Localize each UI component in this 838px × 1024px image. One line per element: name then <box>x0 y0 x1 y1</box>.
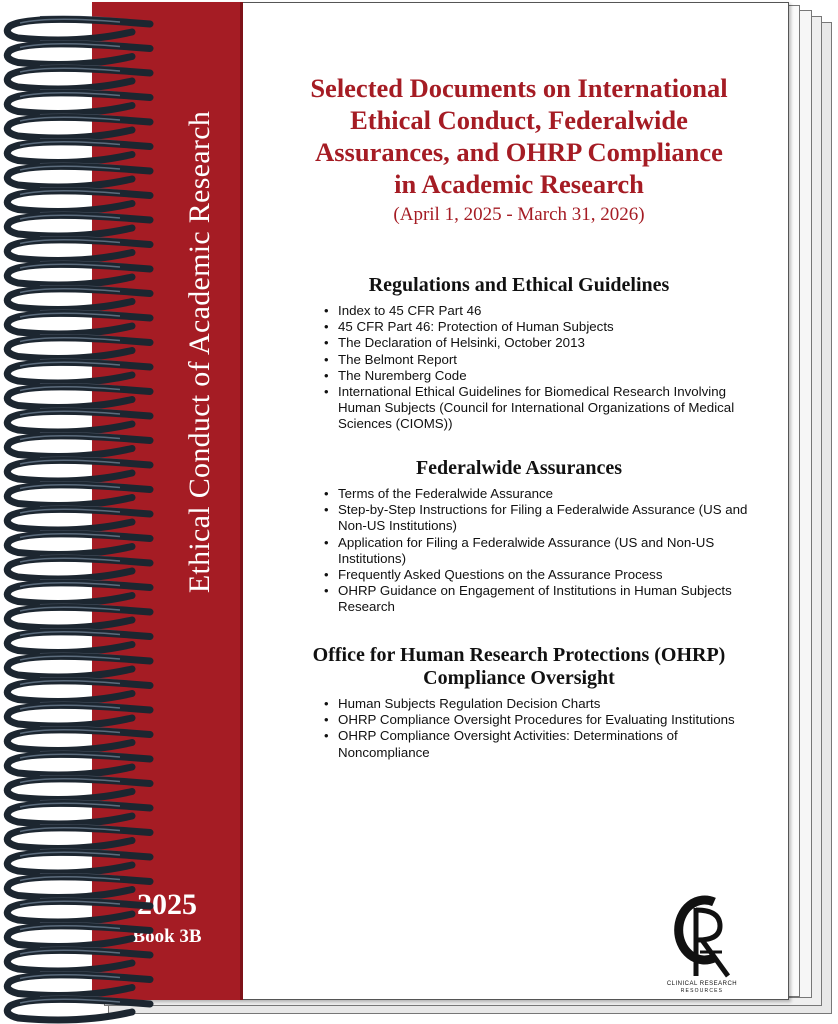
section-heading <box>282 644 756 690</box>
publisher-logo-icon <box>662 880 742 990</box>
section-federalwide-assurances <box>282 457 756 616</box>
coil-ring <box>7 656 150 677</box>
coil-ring <box>7 999 150 1020</box>
edition-year: 2025 <box>137 888 197 921</box>
list-item: • Index to 45 CFR Part 46 <box>324 303 756 319</box>
list-item: • Application for Filing a Federalwide Assurance (US and Non-US Institutions) <box>324 535 756 567</box>
coil-ring <box>7 485 150 506</box>
coil-ring <box>7 681 150 702</box>
coil-ring <box>7 607 150 628</box>
coil-ring <box>7 583 150 604</box>
date-range: (April 1, 2025 - March 31, 2026) <box>393 204 645 225</box>
logo-caption: RESOURCES <box>680 988 724 994</box>
list-item: • Frequently Asked Questions on the Assurance Process <box>324 567 756 583</box>
list-item: • Human Subjects Regulation Decision Charts <box>324 696 756 712</box>
coil-ring <box>7 387 150 408</box>
section-heading <box>282 274 756 297</box>
coil-ring <box>7 68 150 89</box>
section-heading-line: Regulations and Ethical Guidelines <box>368 274 670 296</box>
list-item: • The Nuremberg Code <box>324 368 756 384</box>
coil-ring <box>7 975 150 996</box>
coil-ring <box>7 166 150 187</box>
section-ohrp-compliance <box>282 644 756 761</box>
coil-ring <box>7 313 150 334</box>
spine-title: Ethical Conduct of Academic Research <box>183 110 216 594</box>
coil-ring <box>7 362 150 383</box>
coil-ring <box>7 93 150 114</box>
coil-ring <box>7 901 150 922</box>
coil-ring <box>7 191 150 212</box>
coil-ring <box>7 460 150 481</box>
coil-ring <box>7 779 150 800</box>
list-item: • Step-by-Step Instructions for Filing a Federalwide Assurance (US and Non-US Institutions) <box>324 502 756 534</box>
coil-ring <box>7 754 150 775</box>
coil-ring <box>7 803 150 824</box>
cover-title <box>282 72 756 200</box>
coil-ring <box>7 436 150 457</box>
coil-ring <box>7 926 150 947</box>
spiral-binding-icon <box>0 0 160 1024</box>
list-item: • The Declaration of Helsinki, October 2013 <box>324 335 756 351</box>
item-list <box>282 696 756 761</box>
cover-title-line: Selected Documents on International <box>310 73 728 103</box>
book-number: Book 3B <box>132 926 202 947</box>
coil-ring <box>7 558 150 579</box>
spine-edge <box>240 2 243 1000</box>
section-heading-line: Compliance Oversight <box>423 667 615 689</box>
coil-ring <box>7 534 150 555</box>
list-item: • International Ethical Guidelines for Biomedical Research Involving Human Subjects (Council for International Organizations of Medical Sciences (CIOMS)) <box>324 384 756 433</box>
list-item: • 45 CFR Part 46: Protection of Human Subjects <box>324 319 756 335</box>
list-item: • OHRP Compliance Oversight Activities: Determinations of Noncompliance <box>324 728 756 760</box>
coil-ring <box>7 411 150 432</box>
coil-ring <box>7 509 150 530</box>
coil-ring <box>7 338 150 359</box>
coil-ring <box>7 828 150 849</box>
section-heading <box>282 457 756 480</box>
coil-ring <box>7 264 150 285</box>
coil-ring <box>7 215 150 236</box>
coil-ring <box>7 852 150 873</box>
cover-title-line: in Academic Research <box>394 169 644 199</box>
coil-ring <box>7 950 150 971</box>
section-regulations <box>282 274 756 433</box>
item-list <box>282 303 756 433</box>
coil-ring <box>7 240 150 261</box>
section-heading-line: Federalwide Assurances <box>415 457 623 479</box>
coil-ring <box>7 730 150 751</box>
list-item: • OHRP Compliance Oversight Procedures for Evaluating Institutions <box>324 712 756 728</box>
item-list <box>282 486 756 616</box>
cover-content <box>282 72 756 760</box>
list-item: • The Belmont Report <box>324 352 756 368</box>
coil-ring <box>7 117 150 138</box>
section-heading-line: Office for Human Research Protections (OHRP) <box>312 644 726 666</box>
coil-ring <box>7 289 150 310</box>
coil-ring <box>7 44 150 65</box>
coil-ring <box>7 705 150 726</box>
coil-ring <box>7 19 150 40</box>
logo-caption: CLINICAL RESEARCH <box>666 981 738 987</box>
list-item: • Terms of the Federalwide Assurance <box>324 486 756 502</box>
cover-title-line: Ethical Conduct, Federalwide <box>350 105 688 135</box>
list-item: • OHRP Guidance on Engagement of Institutions in Human Subjects Research <box>324 583 756 615</box>
coil-ring <box>7 142 150 163</box>
coil-ring <box>7 632 150 653</box>
cover-title-line: Assurances, and OHRP Compliance <box>315 137 723 167</box>
coil-ring <box>7 877 150 898</box>
